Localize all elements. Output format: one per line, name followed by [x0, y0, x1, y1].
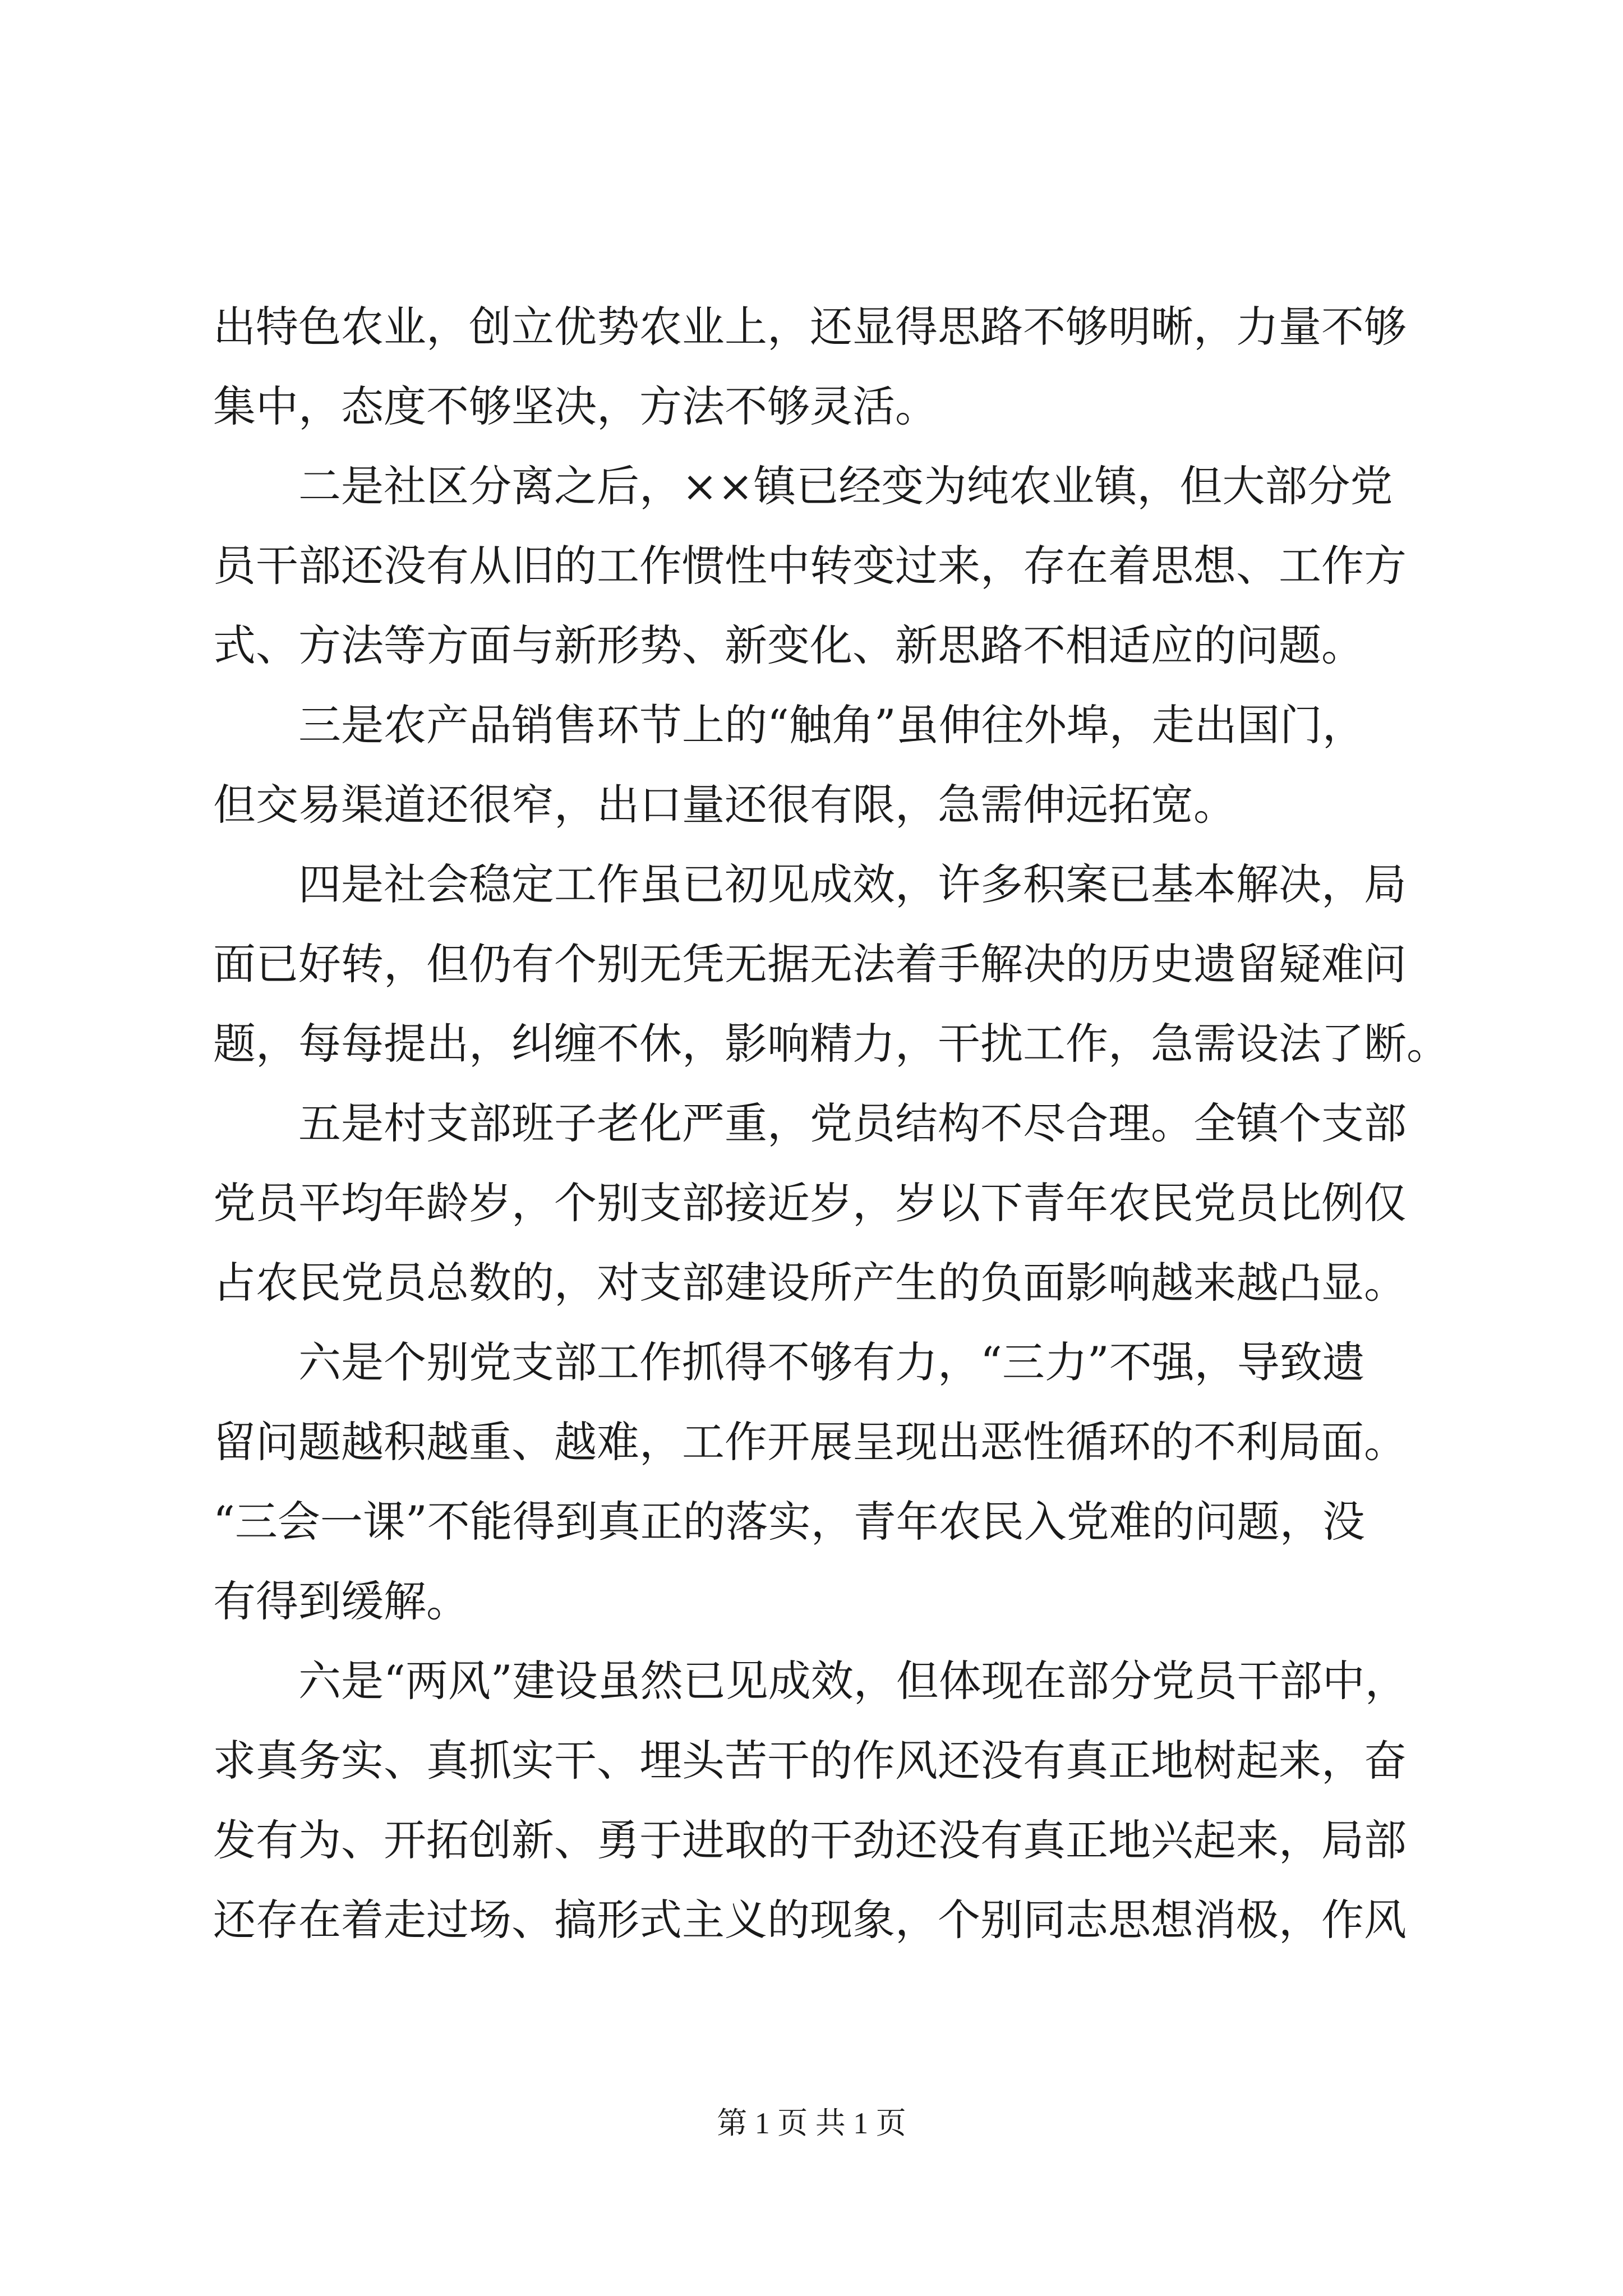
document-body — [213, 287, 1449, 1960]
text-line-20: 发有为、开拓创新、勇于进取的干劲还没有真正地兴起来，局部 — [213, 1815, 1407, 1865]
text-line-4: 员干部还没有从旧的工作惯性中转变过来，存在着思想、工作方 — [213, 541, 1407, 591]
paragraph-6-start: 六是个别党支部工作抓得不够有力，“三力”不强，导致遗 — [298, 1337, 1365, 1387]
text-line-16: “三会一课”不能得到真正的落实，青年农民入党难的问题，没 — [213, 1497, 1365, 1547]
paragraph-2-start: 二是社区分离之后，××镇已经变为纯农业镇，但大部分党 — [298, 461, 1393, 511]
text-line-17: 有得到缓解。 — [213, 1576, 469, 1626]
text-line-15: 留问题越积越重、越难，工作开展呈现出恶性循环的不利局面。 — [213, 1417, 1407, 1467]
text-line-2: 集中，态度不够坚决，方法不够灵活。 — [213, 381, 938, 431]
text-line-5: 式、方法等方面与新形势、新变化、新思路不相适应的问题。 — [213, 620, 1364, 670]
text-line-12: 党员平均年龄岁，个别支部接近岁，岁以下青年农民党员比例仅 — [213, 1178, 1407, 1228]
paragraph-4-start: 四是社会稳定工作虽已初见成效，许多积案已基本解决，局 — [298, 859, 1407, 909]
page-number-text: 第 1 页 共 1 页 — [717, 2106, 906, 2140]
paragraph-7-start: 六是“两风”建设虽然已见成效，但体现在部分党员干部中， — [298, 1656, 1408, 1706]
text-line-13: 占农民党员总数的，对支部建设所产生的负面影响越来越凸显。 — [213, 1258, 1407, 1308]
text-line-1: 出特色农业，创立优势农业上，还显得思路不够明晰，力量不够 — [213, 302, 1407, 352]
page-footer — [0, 2101, 1623, 2146]
text-line-21: 还存在着走过场、搞形式主义的现象，个别同志思想消极，作风 — [213, 1895, 1407, 1945]
text-line-7: 但交易渠道还很窄，出口量还很有限，急需伸远拓宽。 — [213, 780, 1236, 830]
text-line-9: 面已好转，但仍有个别无凭无据无法着手解决的历史遗留疑难问 — [213, 939, 1407, 989]
text-line-10: 题，每每提出，纠缠不休，影响精力，干扰工作，急需设法了断。 — [213, 1019, 1449, 1069]
paragraph-3-start: 三是农产品销售环节上的“触角”虽伸往外埠，走出国门， — [298, 700, 1365, 750]
text-line-19: 求真务实、真抓实干、埋头苦干的作风还没有真正地树起来，奋 — [213, 1736, 1407, 1786]
paragraph-5-start: 五是村支部班子老化严重，党员结构不尽合理。全镇个支部 — [298, 1098, 1407, 1148]
